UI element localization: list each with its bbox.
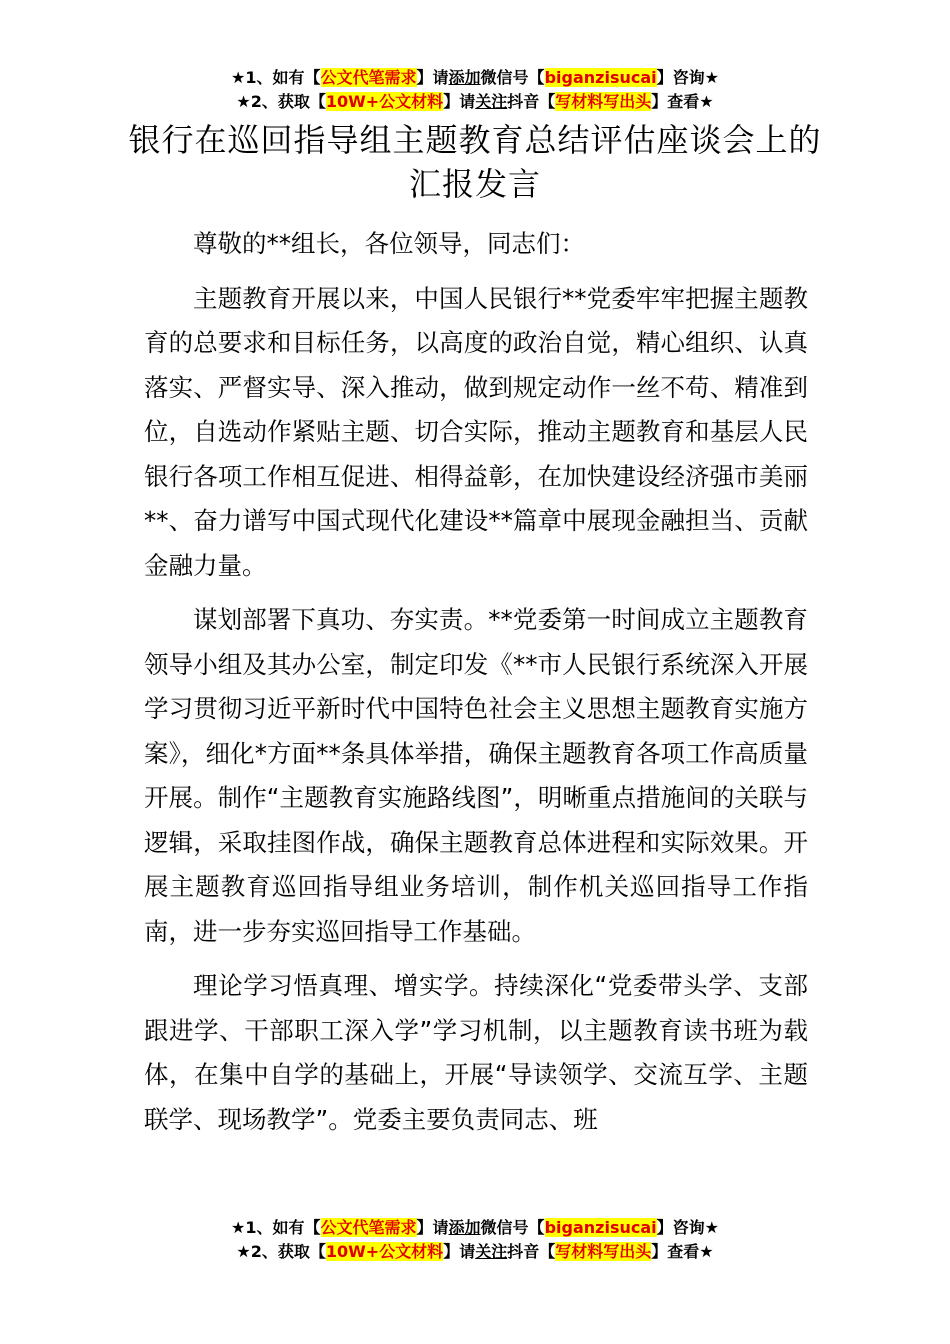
banner-text: 抖音【 bbox=[507, 1242, 556, 1261]
banner-text: ★1、如有【 bbox=[231, 1218, 321, 1237]
banner-highlight: 写材料写出头 bbox=[555, 1242, 652, 1261]
banner-text: 】咨询★ bbox=[656, 1218, 719, 1237]
document-title: 银行在巡回指导组主题教育总结评估座谈会上的汇报发言 bbox=[128, 121, 822, 203]
banner-line-1 bbox=[0, 66, 950, 90]
banner-highlight: biganzisucai bbox=[544, 1218, 657, 1237]
banner-text: 】咨询★ bbox=[656, 68, 719, 87]
banner-text: 微信号【 bbox=[480, 1218, 545, 1237]
banner-text: ★1、如有【 bbox=[231, 68, 321, 87]
banner-line-2 bbox=[0, 90, 950, 114]
banner-line-1 bbox=[0, 1216, 950, 1240]
banner-highlight: 写材料写出头 bbox=[555, 92, 652, 111]
banner-underline: 关注 bbox=[475, 92, 508, 111]
document-body bbox=[144, 222, 808, 1152]
banner-text: 】请 bbox=[416, 68, 449, 87]
footer-banner bbox=[0, 1216, 950, 1264]
banner-highlight: biganzisucai bbox=[544, 68, 657, 87]
banner-text: ★2、获取【 bbox=[236, 1242, 326, 1261]
banner-highlight: 公文代笔需求 bbox=[320, 68, 417, 87]
banner-text: 】查看★ bbox=[651, 92, 714, 111]
header-banner bbox=[0, 66, 950, 114]
banner-highlight: 公文代笔需求 bbox=[320, 1218, 417, 1237]
banner-text: 抖音【 bbox=[507, 92, 556, 111]
body-paragraph: 理论学习悟真理、增实学。持续深化“党委带头学、支部跟进学、干部职工深入学”学习机制，以主题教育读书班为载体，在集中自学的基础上，开展“导读领学、交流互学、主题联学、现场教学”。党委主要负责同志、班 bbox=[144, 971, 808, 1134]
banner-text: 】请 bbox=[443, 92, 476, 111]
banner-text: 微信号【 bbox=[480, 68, 545, 87]
banner-highlight: 10W+公文材料 bbox=[325, 1242, 444, 1261]
banner-underline: 添加 bbox=[448, 68, 481, 87]
banner-underline: 关注 bbox=[475, 1242, 508, 1261]
banner-line-2 bbox=[0, 1240, 950, 1264]
banner-text: 】查看★ bbox=[651, 1242, 714, 1261]
body-paragraph: 主题教育开展以来，中国人民银行**党委牢牢把握主题教育的总要求和目标任务，以高度的政治自觉，精心组织、认真落实、严督实导、深入推动，做到规定动作一丝不苟、精准到位，自选动作紧贴主题、切合实际，推动主题教育和基层人民银行各项工作相互促进、相得益彰，在加快建设经济强市美丽**、奋力谱写中国式现代化建设**篇章中展现金融担当、贡献金融力量。 bbox=[144, 283, 808, 580]
banner-highlight: 10W+公文材料 bbox=[325, 92, 444, 111]
salutation: 尊敬的**组长，各位领导，同志们： bbox=[193, 229, 585, 258]
body-paragraph: 谋划部署下真功、夯实责。**党委第一时间成立主题教育领导小组及其办公室，制定印发《**市人民银行系统深入开展学习贯彻习近平新时代中国特色社会主义思想主题教育实施方案》，细化*方面**条具体举措，确保主题教育各项工作高质量开展。制作“主题教育实施路线图”，明晰重点措施间的关联与逻辑，采取挂图作战，确保主题教育总体进程和实际效果。开展主题教育巡回指导组业务培训，制作机关巡回指导工作指南，进一步夯实巡回指导工作基础。 bbox=[144, 605, 808, 946]
banner-text: ★2、获取【 bbox=[236, 92, 326, 111]
banner-text: 】请 bbox=[416, 1218, 449, 1237]
banner-underline: 添加 bbox=[448, 1218, 481, 1237]
banner-text: 】请 bbox=[443, 1242, 476, 1261]
